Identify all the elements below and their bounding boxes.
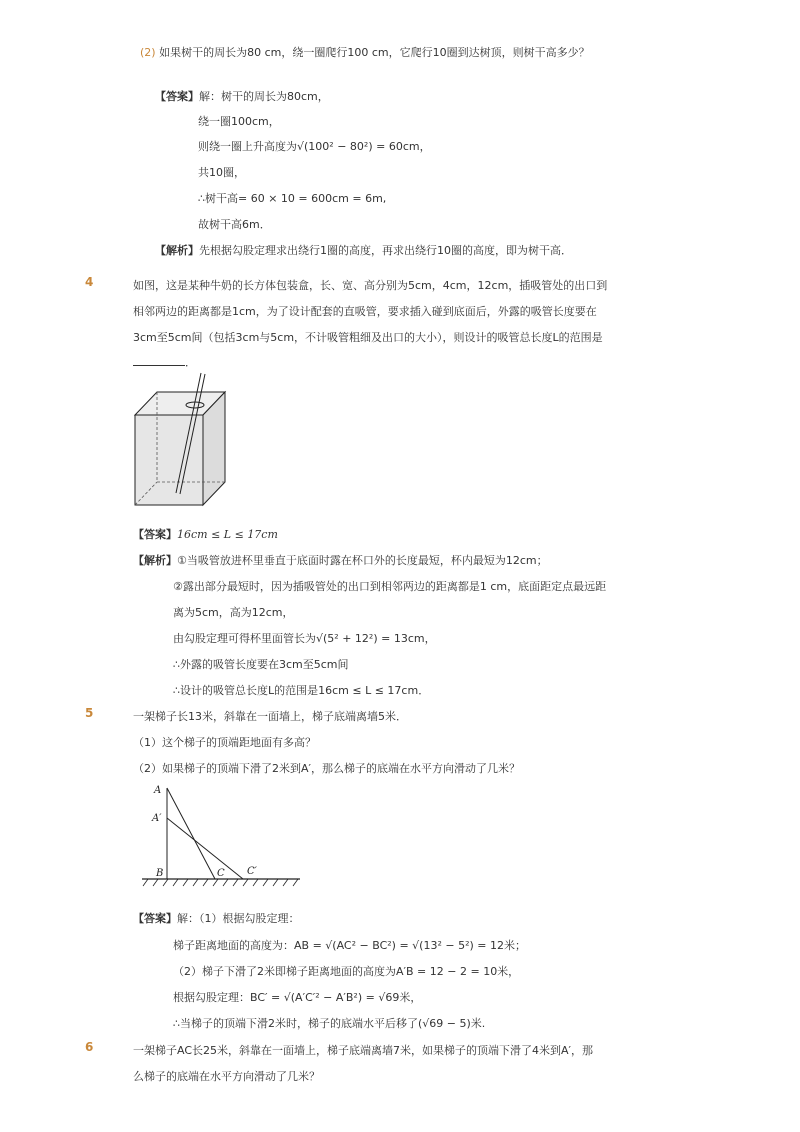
analysis-line: ②露出部分最短时，因为插吸管处的出口到相邻两边的距离都是1 cm，底面距定点最远距 [173, 580, 607, 593]
label-B: B [156, 868, 164, 879]
answer-line: ∴树干高= 60 × 10 = 600cm = 6m, [198, 192, 387, 205]
question-line: 相邻两边的距离都是1cm，为了设计配套的直吸管，要求插入碰到底面后，外露的吸管长度要在 [133, 305, 597, 318]
answer-line: （2）梯子下滑了2米即梯子距离地面的高度为A′B = 12 − 2 = 10米， [173, 965, 520, 978]
analysis-line: 由勾股定理可得杯里面管长为√(5² + 12²) = 13cm， [173, 632, 436, 645]
analysis-tag: 【解析】 [155, 244, 199, 257]
answer-line: 则绕一圈上升高度为√(100² − 80²) = 60cm， [198, 140, 431, 153]
label-C-prime: C′ [247, 866, 257, 877]
analysis-line: ∴外露的吸管长度要在3cm至5cm间 [173, 658, 349, 671]
answer-value: 16cm ≤ L ≤ 17cm [177, 528, 278, 541]
answer-line: 解：树干的周长为80cm， [199, 90, 329, 103]
q3-analysis [155, 242, 572, 258]
answer-line: 梯子距离地面的高度为：AB = √(AC² − BC²) = √(13² − 5²) = 12米； [173, 939, 526, 952]
blank-underline [133, 355, 185, 366]
milk-box-figure [125, 370, 235, 510]
answer-line: 绕一圈100cm， [198, 115, 280, 128]
analysis-text: 先根据勾股定理求出绕行1圈的高度，再求出绕行10圈的高度，即为树干高． [199, 244, 572, 257]
q4-answer [133, 526, 278, 542]
q4-analysis-first [133, 552, 548, 568]
label-A-prime: A′ [152, 813, 162, 824]
answer-line: 解：（1）根据勾股定理： [177, 912, 300, 925]
q3-part2-text: 如果树干的周长为80 cm，绕一圈爬行100 cm，它爬行10圈到达树顶，则树干高多少？ [159, 46, 590, 59]
question-line: （2）如果梯子的顶端下滑了2米到A′，那么梯子的底端在水平方向滑动了几米？ [133, 762, 521, 775]
question-line: 如图，这是某种牛奶的长方体包装盒，长、宽、高分别为5cm，4cm，12cm，插吸管处的出口到 [133, 279, 608, 292]
answer-line: ∴当梯子的顶端下滑2米时，梯子的底端水平后移了(√69 − 5)米. [173, 1017, 486, 1030]
answer-tag: 【答案】 [133, 528, 177, 541]
question-line: 3cm至5cm间（包括3cm与5cm，不计吸管粗细及出口的大小），则设计的吸管总长度L的范围是 [133, 331, 603, 344]
answer-line: 根据勾股定理：BC′ = √(A′C′² − A′B²) = √69米， [173, 991, 422, 1004]
question-line: 一架梯子长13米，斜靠在一面墙上，梯子底端离墙5米． [133, 710, 407, 723]
question-line: （1）这个梯子的顶端距地面有多高？ [133, 736, 316, 749]
answer-line: 共10圈， [198, 166, 245, 179]
answer-blank [133, 354, 196, 370]
question-number-5: 5 [85, 706, 94, 720]
q5-answer-first [133, 910, 300, 926]
question-line: 么梯子的底端在水平方向滑动了几米？ [133, 1070, 320, 1083]
question-number-6: 6 [85, 1040, 94, 1054]
answer-line: 故树干高6m． [198, 218, 271, 231]
answer-tag: 【答案】 [133, 912, 177, 925]
ladder-figure [140, 778, 305, 893]
label-A: A [154, 785, 162, 796]
blank-end: ． [185, 356, 196, 369]
analysis-line: 离为5cm，高为12cm， [173, 606, 294, 619]
question-number-4: 4 [85, 275, 94, 289]
q3-part2-number: (2) [140, 46, 156, 59]
question-line: 一架梯子AC长25米，斜靠在一面墙上，梯子底端离墙7米，如果梯子的顶端下滑了4米到A′，那 [133, 1044, 594, 1057]
q3-answer-first [155, 88, 329, 104]
label-C: C [217, 868, 225, 879]
q3-part2 [140, 44, 590, 60]
answer-tag: 【答案】 [155, 90, 199, 103]
analysis-line: ∴设计的吸管总长度L的范围是16cm ≤ L ≤ 17cm． [173, 684, 430, 697]
analysis-line: ①当吸管放进杯里垂直于底面时露在杯口外的长度最短，杯内最短为12cm； [177, 554, 548, 567]
analysis-tag: 【解析】 [133, 554, 177, 567]
